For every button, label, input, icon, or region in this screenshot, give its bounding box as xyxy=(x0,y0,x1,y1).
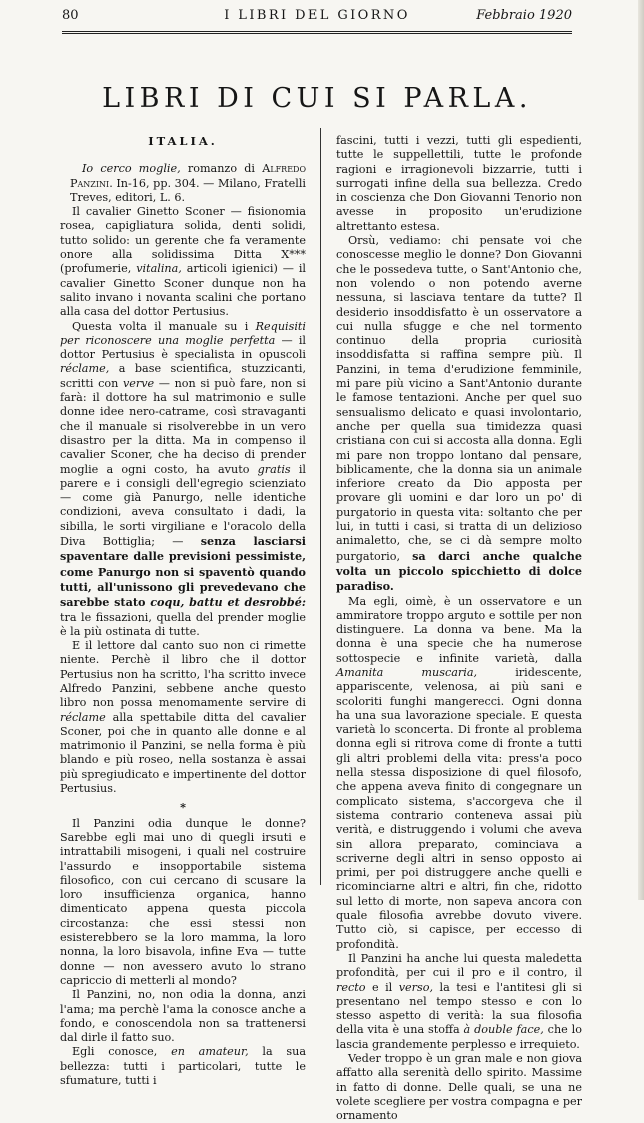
paragraph: E il lettore dal canto suo non ci rimette niente. Perchè il libro che il dottor Pertusius non ha scritto, l'ha scritto invece Alfredo Panzini, sebbene anche questo libro non possa menomamente servire di réclame alla spettabile ditta del cavalier Sconer, poi che in quanto alle donne e al matrimonio il Panzini, se nella forma è più blando e più roseo, nella sostanza è assai più spregiudicato e impertinente del dottor Pertusius. xyxy=(60,639,306,796)
section-separator: * xyxy=(180,800,186,815)
right-column xyxy=(336,134,582,1123)
section-heading: ITALIA. xyxy=(148,134,218,148)
running-title: I LIBRI DEL GIORNO xyxy=(224,8,410,23)
running-header xyxy=(62,8,572,26)
issue-date: Febbraio 1920 xyxy=(476,8,572,23)
book-citation: Io cerco moglie, romanzo di Alfredo Panzini. In-16, pp. 304. — Milano, Fratelli Treves, editori, L. 6. xyxy=(70,162,307,204)
left-column xyxy=(60,134,306,1088)
paragraph: Ma egli, oimè, è un osservatore e un ammiratore troppo arguto e sottile per non distinguere. La donna va bene. Ma la donna è una specie che ha numerose sottospecie e infinite varietà, dalla Amanita muscaria, iridescente, appariscente, velenosa, ai più sani e scoloriti funghi mangerecci. Ogni donna ha una sua lavorazione speciale. E questa varietà lo sconcerta. Di fronte al problema donna egli si ritrova come di fronte a tutti gli altri problemi della vita: press'a poco nella stessa disposizione di quel filosofo, che appena aveva finito di congegnare un complicato sistema, s'accorgeva che il sistema contrario conteneva assai più verità, e distruggendo i volumi che aveva sin allora preparato, cominciava a scriverne degli altri in senso opposto ai primi, per poi distruggere anche quelli e ricominciarne altri e altri, fin che, ridotto sul letto di morte, non sapeva ancora con quale filosofia avrebbe dovuto vivere. Tutto ciò, si capisce, per eccesso di profondità. xyxy=(336,594,582,951)
paragraph: Orsù, vediamo: chi pensate voi che conoscesse meglio le donne? Don Giovanni che le possedeva tutte, o Sant'Antonio che, non volendo o non potendo averne nessuna, si lasciava tentare da tutte? Il desiderio insoddisfatto è un osservatore a cui nulla sfugge e che nel tormento continuo della propria curiosità insoddisfatta si raffina sempre più. Il Panzini, in tema d'erudizione femminile, mi pare più vicino a Sant'Antonio durante le famose tentazioni. Anche per quel suo sensualismo delicato e quasi involontario, anche per quella sua timidezza quasi cristiana con cui si accosta alla donna. Egli mi pare non troppo lontano dal pensare, biblicamente, che la donna sia un animale inferiore creato da Dio apposta per provare gli uomini e dar loro un po' di purgatorio in questa vita: soltanto che per lui, in tutti i casi, si tratta di un delizioso animaletto, che, se ci dà sempre molto purgatorio, sa darci anche qualche volta un piccolo spicchietto di dolce paradiso. xyxy=(336,234,582,594)
page-number: 80 xyxy=(62,8,79,23)
paragraph: Il Panzini, no, non odia la donna, anzi l'ama; ma perchè l'ama la conosce anche a fondo, e conoscendola non sa trattenersi dal dirle il fatto suo. xyxy=(60,988,306,1045)
paragraph: Veder troppo è un gran male e non giova affatto alla serenità dello spirito. Massime in fatto di donne. Delle quali, se una ne volete scegliere per vostra compagna e per ornamento xyxy=(336,1052,582,1123)
header-rule xyxy=(62,31,572,34)
book-title: Io cerco moglie, xyxy=(82,162,181,176)
article-title: LIBRI DI CUI SI PARLA. xyxy=(102,83,532,114)
paragraph-continued: fascini, tutti i vezzi, tutti gli espedienti, tutte le suppellettili, tutte le profonde ragioni e irragionevoli bizzarrie, tutti i surrogati infine della sua bellezza. Credo in coscienza che Don Giovanni Tenorio non avesse in proposito un'erudizione altrettanto estesa. xyxy=(336,134,582,233)
book-author: Alfredo Panzini xyxy=(70,162,307,190)
paragraph: Il cavalier Ginetto Sconer — fisionomia rosea, capigliatura solida, denti solidi, tutto solido: un gerente che fa veramente onore alla solidissima Ditta X*** (profumerie, vitalina, articoli igienici) — il cavalier Ginetto Sconer dunque non ha salito invano i novanta scalini che portano alla casa del dottor Pertusius. xyxy=(60,205,307,319)
paragraph: Questa volta il manuale su i Requisiti per riconoscere una moglie perfetta — il dottor Pertusius è specialista in opuscoli réclame, a base scientifica, stuzzicanti, scritti con verve — non si può fare, non si farà: il dottore ha sul matrimonio e sulle donne idee nero-catrame, così stravaganti che il manuale si risolverebbe in un vero disastro per la ditta. Ma in compenso il cavalier Sconer, che ha deciso di prender moglie a ogni costo, ha avuto gratis il parere e i consigli dell'egregio scienziato — come già Panurgo, nelle identiche condizioni, aveva consultato i dadi, la sibilla, le sorti virgiliane e l'oracolo della Diva Bottiglia; — senza lasciarsi spaventare dalle previsioni pessimiste, come Panurgo non si spaventò quando tutti, all'unissono gli prevedevano che sarebbe stato coqu, battu et desrobbé: tra le fissazioni, quella del prender moglie è la più ostinata di tutte. xyxy=(60,319,307,638)
paragraph: Il Panzini odia dunque le donne? Sarebbe egli mai uno di quegli irsuti e intrattabili misogeni, i quali nel costruire l'assurdo e insopportabile sistema filosofico, con cui cercano di scusare la loro insufficienza organica, hanno dimenticato appena questa piccola circostanza: che essi stessi non esisterebbero se la loro mamma, la loro nonna, la loro bisavola, infine Eva — tutte donne — non avessero avuto lo strano capriccio di metterli al mondo? xyxy=(60,816,306,987)
paragraph: Egli conosce, en amateur, la sua bellezza: tutti i particolari, tutte le sfumature, tutti i xyxy=(60,1045,306,1087)
page-edge xyxy=(638,0,644,900)
column-divider xyxy=(320,128,321,885)
paragraph: Il Panzini ha anche lui questa maledetta profondità, per cui il pro e il contro, il recto e il verso, la tesi e l'antitesi gli si presentano nel tempo stesso e con lo stesso aspetto di verità: la sua filosofia della vita è una stoffa à double face, che lo lascia grandemente perplesso e irrequieto. xyxy=(336,951,582,1051)
